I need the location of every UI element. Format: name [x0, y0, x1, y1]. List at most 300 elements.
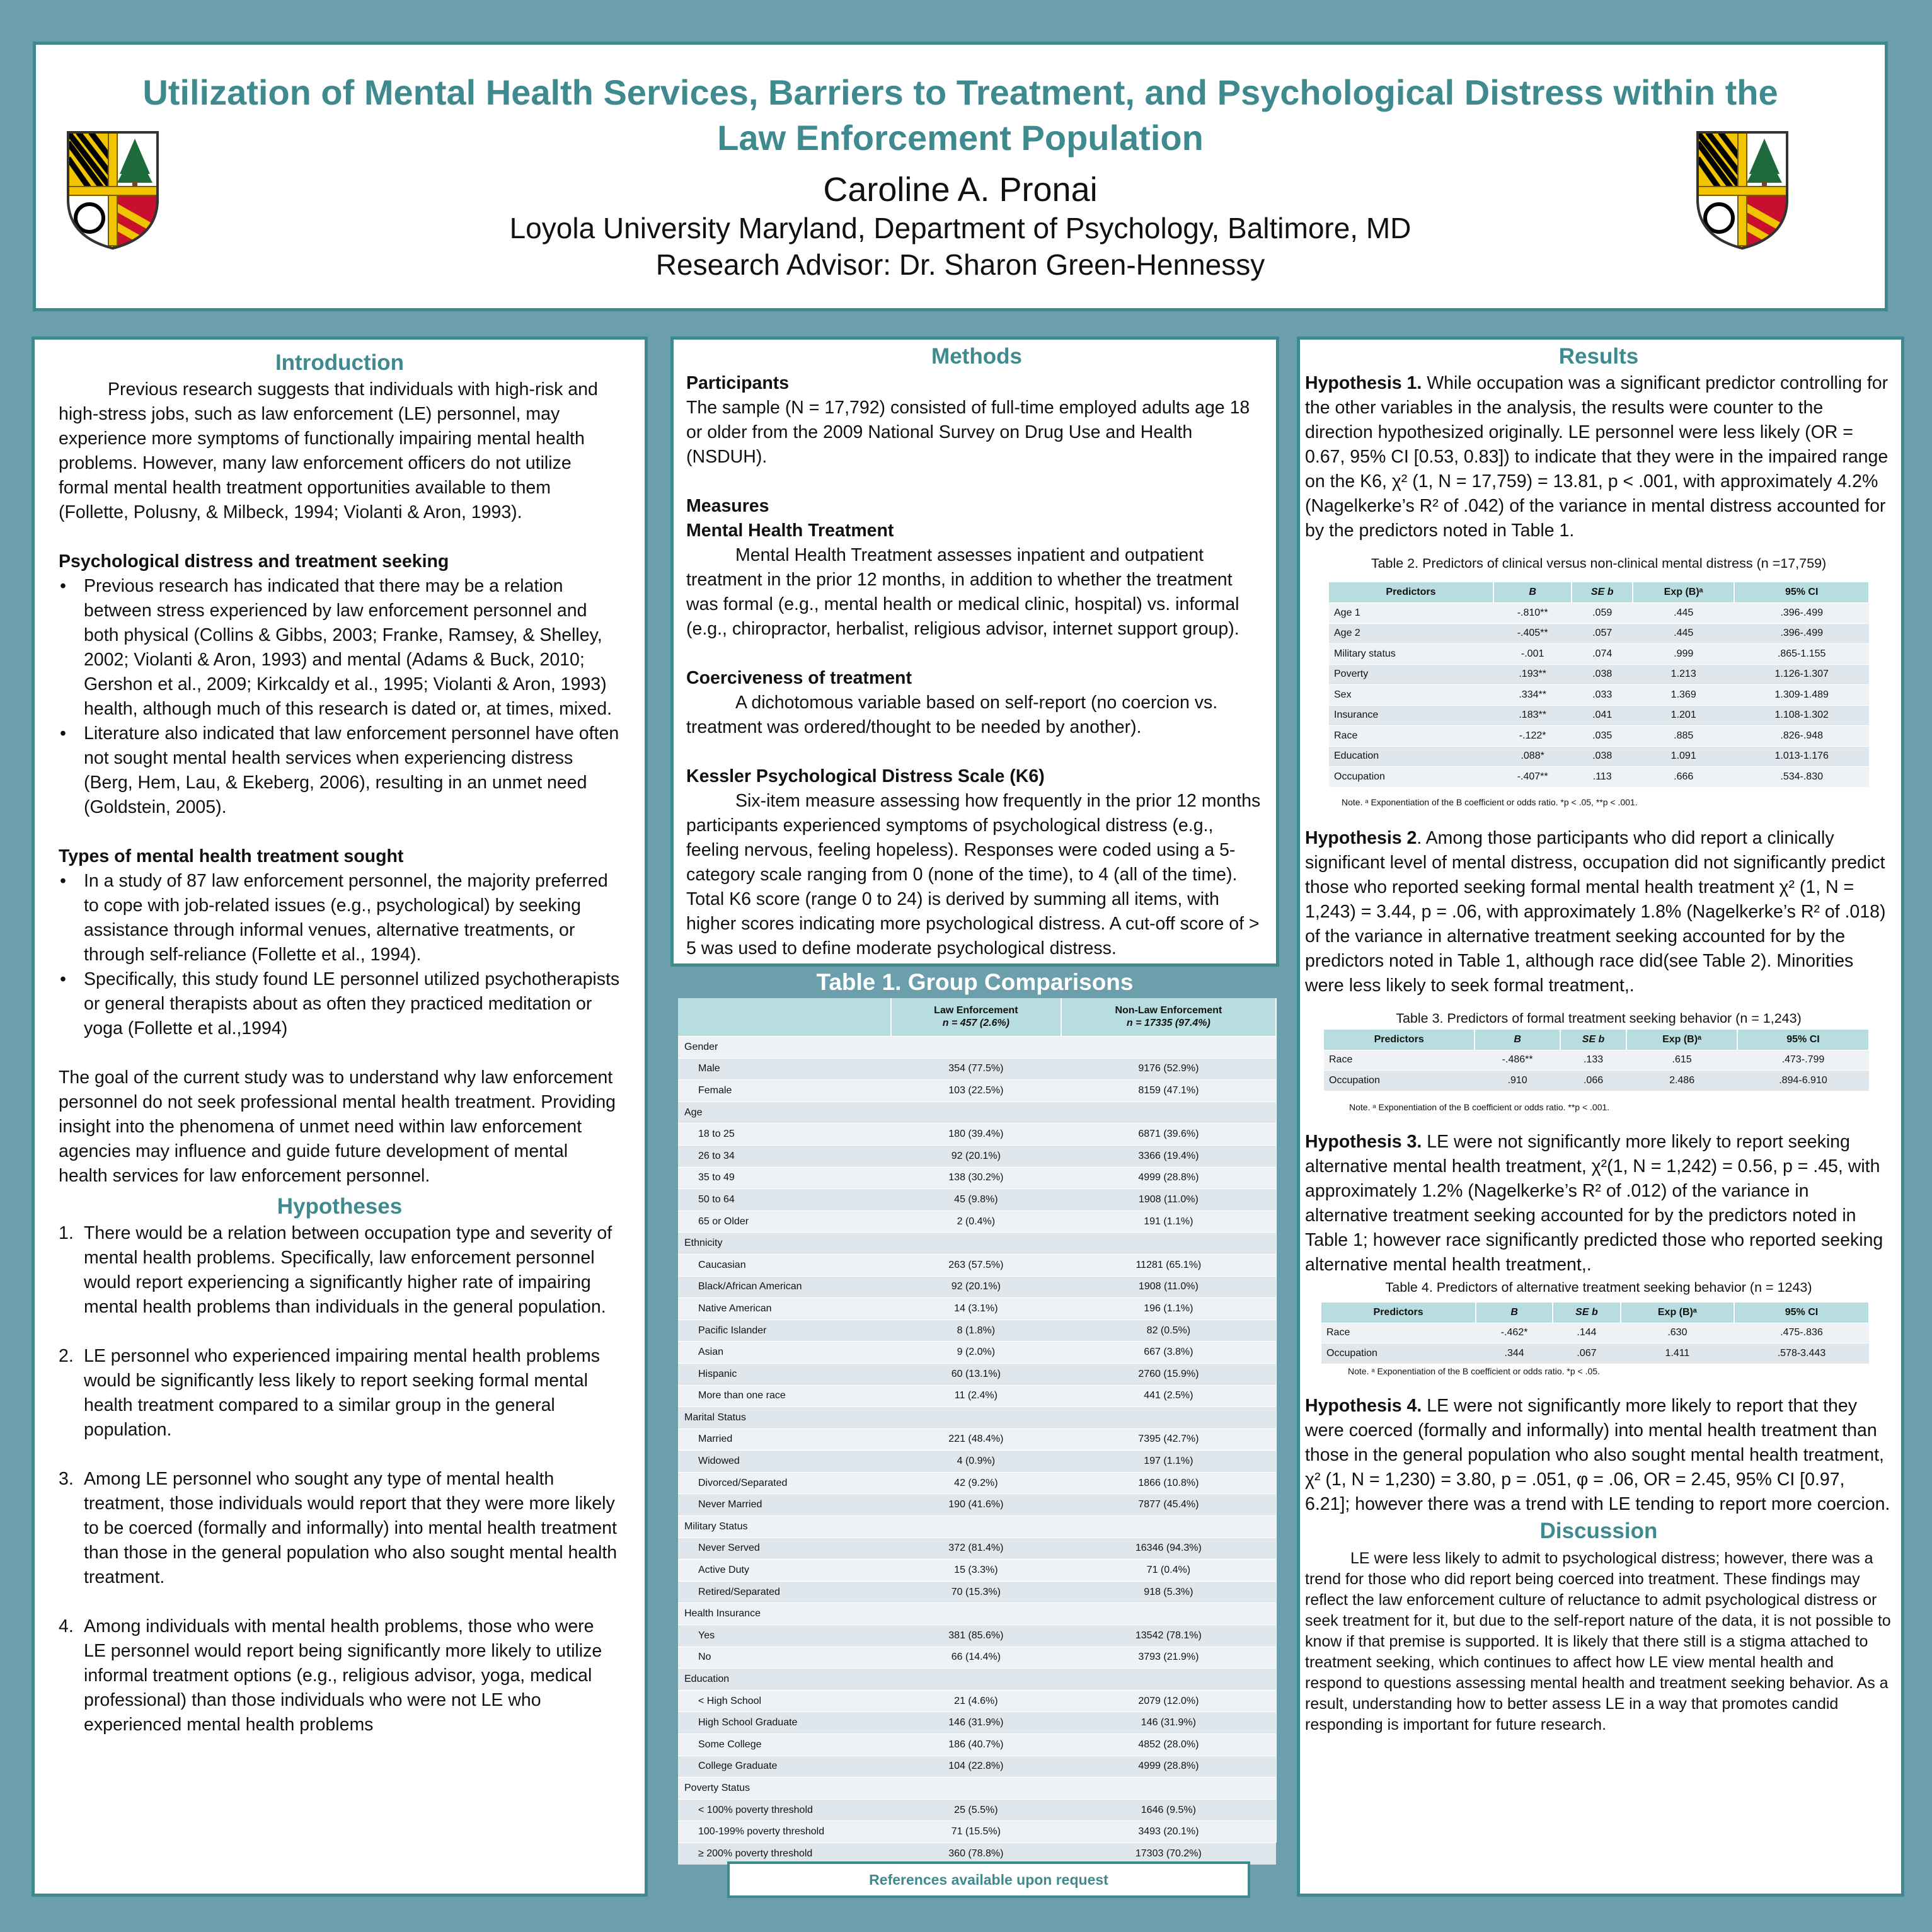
table-cell: 1.108-1.302 — [1734, 705, 1869, 726]
table-cell-le: 42 (9.2%) — [891, 1472, 1061, 1494]
table-cell-nonle — [1061, 1101, 1276, 1124]
table-cell-nonle: 196 (1.1%) — [1061, 1298, 1276, 1320]
table-cell-nonle: 4999 (28.8%) — [1061, 1167, 1276, 1189]
table-cell: .038 — [1572, 664, 1633, 685]
table-cell-nonle — [1061, 1669, 1276, 1691]
table-row — [678, 1516, 1276, 1538]
hypothesis-item — [59, 1467, 621, 1590]
table-cell-le: 146 (31.9%) — [891, 1712, 1061, 1734]
table-cell-nonle: 1646 (9.5%) — [1061, 1799, 1276, 1821]
table-header-cell: B — [1493, 582, 1572, 603]
table-label-cell: 18 to 25 — [678, 1124, 891, 1146]
table-row — [678, 1124, 1276, 1146]
table-row — [1329, 767, 1869, 787]
table-cell-le — [891, 1407, 1061, 1429]
table-row — [678, 1538, 1276, 1560]
table-category-cell: Health Insurance — [678, 1603, 891, 1625]
table-cell: -.405** — [1493, 623, 1572, 644]
table-cell: .473-.799 — [1737, 1050, 1869, 1071]
table-cell-nonle: 918 (5.3%) — [1061, 1581, 1276, 1603]
table-category-cell: Age — [678, 1101, 891, 1124]
table-cell-nonle — [1061, 1603, 1276, 1625]
loyola-crest-logo-right — [1695, 130, 1790, 251]
intro-subheading: Psychological distress and treatment seeking — [59, 551, 449, 572]
table-cell: .038 — [1572, 746, 1633, 767]
table-cell-nonle: 8159 (47.1%) — [1061, 1080, 1276, 1102]
introduction-title: Introduction — [275, 350, 405, 375]
table-label-cell: 100-199% poverty threshold — [678, 1821, 891, 1843]
table-header-cell: Predictors — [1329, 582, 1493, 603]
table-cell-nonle: 7877 (45.4%) — [1061, 1494, 1276, 1516]
table-cell-nonle: 17303 (70.2%) — [1061, 1843, 1276, 1864]
hypothesis-number: 2. — [59, 1346, 74, 1366]
table-cell-le: 70 (15.3%) — [891, 1581, 1061, 1603]
results-title: Results — [1558, 344, 1639, 369]
table-cell: Occupation — [1329, 767, 1493, 787]
table-row — [678, 1233, 1276, 1255]
table-label-cell: Pacific Islander — [678, 1320, 891, 1342]
table-cell-le: 21 (4.6%) — [891, 1690, 1061, 1712]
table-cell-le: 71 (15.5%) — [891, 1821, 1061, 1843]
methods-panel — [670, 336, 1279, 967]
table-label-cell: < 100% poverty threshold — [678, 1799, 891, 1821]
table-row — [678, 1058, 1276, 1080]
hypothesis2-result: Hypothesis 2. Among those participants who did report a clinically significant level of mental distress, occupation did not significantly predict those who reported seeking formal mental health treatment χ² (1, N = 1,243) = 3.44, p = .06, with approximately 1.8% (Nagelkerke’s R² of .018) of the variance in alternative treatment seeking accounted for by the predictors noted in Table 1, although race did(see Table 2). Minorities were less likely to seek formal treatment,. — [1305, 827, 1886, 996]
table1-header-blank — [678, 998, 891, 1037]
table-label-cell: High School Graduate — [678, 1712, 891, 1734]
table-cell: Race — [1324, 1050, 1475, 1071]
table-cell-le: 186 (40.7%) — [891, 1734, 1061, 1756]
table2 — [1329, 582, 1870, 787]
table-header-cell: Predictors — [1321, 1302, 1476, 1323]
table-cell: .578-3.443 — [1734, 1343, 1869, 1364]
table-row — [1329, 746, 1869, 767]
table-cell: 1.126-1.307 — [1734, 664, 1869, 685]
table-row — [678, 1167, 1276, 1189]
table-cell-le: 180 (39.4%) — [891, 1124, 1061, 1146]
methods-subheading: Coerciveness of treatment — [686, 668, 912, 688]
table4-note: Note. ᵃ Exponentiation of the B coefficient or odds ratio. *p < .05. — [1348, 1366, 1600, 1376]
methods-subheading: Kessler Psychological Distress Scale (K6) — [686, 766, 1045, 786]
table2-note: Note. ᵃ Exponentiation of the B coefficient or odds ratio. *p < .05, **p < .001. — [1342, 796, 1638, 807]
table-row — [678, 1603, 1276, 1625]
table-cell-le: 104 (22.8%) — [891, 1756, 1061, 1778]
table-cell: 1.091 — [1633, 746, 1734, 767]
table-header-cell: Predictors — [1324, 1030, 1475, 1050]
table-header-cell: 95% CI — [1737, 1030, 1869, 1050]
table-cell-le — [891, 1101, 1061, 1124]
table-label-cell: Divorced/Separated — [678, 1472, 891, 1494]
table-header-cell: 95% CI — [1734, 582, 1869, 603]
table-cell-nonle: 13542 (78.1%) — [1061, 1625, 1276, 1647]
table-header-cell: Exp (B)ᵃ — [1633, 582, 1734, 603]
title-line-2: Law Enforcement Population — [717, 118, 1204, 158]
table-row — [1329, 664, 1869, 685]
table-cell-le: 190 (41.6%) — [891, 1494, 1061, 1516]
table-cell: .445 — [1633, 603, 1734, 624]
table-row — [1324, 1071, 1869, 1091]
table4 — [1321, 1302, 1870, 1364]
table-cell-le: 15 (3.3%) — [891, 1560, 1061, 1582]
table-row — [1329, 644, 1869, 665]
poster-header — [33, 42, 1888, 311]
advisor: Research Advisor: Dr. Sharon Green-Hennessy — [655, 248, 1265, 281]
table-cell: .396-.499 — [1734, 603, 1869, 624]
table-cell-nonle: 3493 (20.1%) — [1061, 1821, 1276, 1843]
table-row — [678, 1494, 1276, 1516]
table-cell-le: 372 (81.4%) — [891, 1538, 1061, 1560]
table-label-cell: Black/African American — [678, 1276, 891, 1298]
table-cell-nonle: 4999 (28.8%) — [1061, 1756, 1276, 1778]
table-header-cell: Exp (B)ᵃ — [1626, 1030, 1737, 1050]
intro-bullet: • Literature also indicated that law enforcement personnel have often not sought mental health services when experiencing distress (Berg, Hem, Lau, & Ekeberg, 2006), resulting in an unmet need (Goldstein, 2005). — [84, 722, 621, 820]
table-cell-le: 25 (5.5%) — [891, 1799, 1061, 1821]
table-row — [678, 1101, 1276, 1124]
table-row — [678, 1756, 1276, 1778]
table-row — [678, 1037, 1276, 1059]
table-cell: .445 — [1633, 623, 1734, 644]
discussion-text: LE were less likely to admit to psychological distress; however, there was a trend for those who did report being coerced into treatment. These findings may reflect the law enforcement culture of reluctance to admit psychological distress or seek treatment for it, but due to the self-report nature of the data, it is not possible to know if that premise is supported. It is likely that there still is a stigma attached to treatment seeking, which continues to affect how LE view mental health and respond to questions assessing mental health and treatment seeking behavior. As a result, understanding how to better assess LE in a way that promotes candid responding is important for future research. — [1305, 1549, 1891, 1734]
table-cell: .999 — [1633, 644, 1734, 665]
table-cell: .041 — [1572, 705, 1633, 726]
hypothesis-number: 4. — [59, 1616, 74, 1636]
table-label-cell: College Graduate — [678, 1756, 891, 1778]
table-cell: Occupation — [1324, 1071, 1475, 1091]
table-cell: .144 — [1553, 1323, 1621, 1343]
hypothesis-text: Among LE personnel who sought any type of mental health treatment, those individuals would report that they were more likely to be coerced (formally and informally) into mental health treatment than those in the general population who also sought mental health treatment. — [84, 1469, 618, 1587]
table-category-cell: Education — [678, 1669, 891, 1691]
table-cell: .035 — [1572, 726, 1633, 747]
table-cell-nonle: 16346 (94.3%) — [1061, 1538, 1276, 1560]
table-cell: Age 1 — [1329, 603, 1493, 624]
table-cell: Race — [1321, 1323, 1476, 1343]
table-label-cell: 35 to 49 — [678, 1167, 891, 1189]
table-cell-le: 92 (20.1%) — [891, 1145, 1061, 1167]
table-label-cell: < High School — [678, 1690, 891, 1712]
table-row — [678, 1429, 1276, 1451]
table-category-cell: Marital Status — [678, 1407, 891, 1429]
table-cell-nonle: 1866 (10.8%) — [1061, 1472, 1276, 1494]
table-row — [678, 1210, 1276, 1233]
table-label-cell: Caucasian — [678, 1254, 891, 1276]
table-label-cell: No — [678, 1647, 891, 1669]
table-cell: Insurance — [1329, 705, 1493, 726]
table-row — [1329, 685, 1869, 706]
intro-bullet: • Previous research has indicated that there may be a relation between stress experienced by law enforcement personnel and both physical (Collins & Gibbs, 2003; Franke, Ramsey, & Shelley, 2002; Violanti & Aron, 1993) and mental (Adams & Buck, 2010; Gershon et al., 2009; Kirkcaldy et al., 1995; Violanti & Aron, 1993) health, although much of this research is dated or, at times, mixed. — [84, 574, 621, 722]
methods-title: Methods — [931, 344, 1022, 369]
results-panel — [1297, 336, 1904, 1897]
hypotheses-list — [59, 1221, 621, 1737]
introduction-body — [59, 377, 621, 1188]
table-cell: -.122* — [1493, 726, 1572, 747]
table-label-cell: Native American — [678, 1298, 891, 1320]
table1 — [678, 998, 1277, 1859]
table-label-cell: Yes — [678, 1625, 891, 1647]
table-cell-nonle: 3793 (21.9%) — [1061, 1647, 1276, 1669]
table-cell: -.462* — [1476, 1323, 1553, 1343]
hypothesis-item — [59, 1614, 621, 1737]
table-cell-le — [891, 1603, 1061, 1625]
table-row — [678, 1342, 1276, 1364]
table-label-cell: Active Duty — [678, 1560, 891, 1582]
table3-note: Note. ᵃ Exponentiation of the B coefficient or odds ratio. **p < .001. — [1349, 1101, 1610, 1112]
methods-participants: The sample (N = 17,792) consisted of full-time employed adults age 18 or older from the 2009 National Survey on Drug Use and Health (NSDUH). — [686, 398, 1250, 467]
table-cell-nonle — [1061, 1037, 1276, 1059]
hypothesis3-result: Hypothesis 3. LE were not significantly more likely to report seeking alternative mental health treatment, χ²(1, N = 1,242) = 0.56, p = .45, with approximately 1.2% (Nagelkerke’s R² of .012) of the variance in alternative treatment seeking accounted for by the predictors noted in Table 1; however race significantly predicted those who reported seeking alternative mental health treatment,. — [1305, 1131, 1883, 1275]
table-cell: .066 — [1560, 1071, 1626, 1091]
table-label-cell: 26 to 34 — [678, 1145, 891, 1167]
table-cell-nonle: 146 (31.9%) — [1061, 1712, 1276, 1734]
references-note: References available upon request — [727, 1861, 1250, 1898]
table-cell-le: 263 (57.5%) — [891, 1254, 1061, 1276]
hypotheses-title: Hypotheses — [277, 1194, 403, 1219]
table-label-cell: 65 or Older — [678, 1210, 891, 1233]
table4-caption: Table 4. Predictors of alternative treatment seeking behavior (n = 1243) — [1385, 1279, 1812, 1295]
table-cell-nonle: 82 (0.5%) — [1061, 1320, 1276, 1342]
table-cell-le: 138 (30.2%) — [891, 1167, 1061, 1189]
table-cell: 1.201 — [1633, 705, 1734, 726]
table-cell: .067 — [1553, 1343, 1621, 1364]
table-cell: 1.013-1.176 — [1734, 746, 1869, 767]
table-row — [678, 1712, 1276, 1734]
table-header-cell: 95% CI — [1734, 1302, 1869, 1323]
hypothesis-item — [59, 1344, 621, 1442]
table-cell: .630 — [1621, 1323, 1734, 1343]
table-cell: Age 2 — [1329, 623, 1493, 644]
table-row — [678, 1145, 1276, 1167]
table-row — [678, 1647, 1276, 1669]
table-cell: .910 — [1475, 1071, 1560, 1091]
poster-title — [61, 70, 1860, 161]
table-row — [1321, 1323, 1869, 1343]
table-cell-le: 360 (78.8%) — [891, 1843, 1061, 1864]
methods-subheading: Measures — [686, 496, 769, 516]
table-cell: .885 — [1633, 726, 1734, 747]
table-cell-le — [891, 1037, 1061, 1059]
hypothesis-number: 3. — [59, 1469, 74, 1489]
intro-goal-paragraph: The goal of the current study was to understand why law enforcement personnel do not seek professional mental health treatment. Providing insight into the phenomena of unmet need within law enforcement agencies may influence and guide future development of mental health services for law enforcement personnel. — [59, 1067, 616, 1186]
table-row — [678, 1821, 1276, 1843]
intro-bullet: • Specifically, this study found LE personnel utilized psychotherapists or general therapists about as often they practiced meditation or yoga (Follette et al.,1994) — [84, 967, 621, 1041]
table-cell-nonle: 71 (0.4%) — [1061, 1560, 1276, 1582]
table-cell-nonle: 7395 (42.7%) — [1061, 1429, 1276, 1451]
table-label-cell: Hispanic — [678, 1363, 891, 1385]
hypothesis-text: LE personnel who experienced impairing mental health problems would be significantly less likely to report seeking formal mental health treatment compared to a similar group in the general population. — [84, 1346, 601, 1440]
group-comparisons-table — [678, 998, 1277, 1865]
table-label-cell: 50 to 64 — [678, 1189, 891, 1211]
table-cell: -.486** — [1475, 1050, 1560, 1071]
table-cell-le: 4 (0.9%) — [891, 1451, 1061, 1473]
table-label-cell: Asian — [678, 1342, 891, 1364]
table-category-cell: Ethnicity — [678, 1233, 891, 1255]
table-cell-le: 92 (20.1%) — [891, 1276, 1061, 1298]
table-cell-nonle — [1061, 1233, 1276, 1255]
table-cell-le: 221 (48.4%) — [891, 1429, 1061, 1451]
methods-subheading: Participants — [686, 373, 790, 393]
table3 — [1324, 1030, 1870, 1091]
results-body — [1305, 1394, 1892, 1517]
table-cell-le: 8 (1.8%) — [891, 1320, 1061, 1342]
hypothesis1-result: Hypothesis 1. While occupation was a significant predictor controlling for the other variables in the analysis, the results were counter to the direction hypothesized originally. LE personnel were less likely (OR = 0.67, 95% CI [0.53, 0.83]) to indicate that they were in the impaired range on the K6, χ² (1, N = 17,759) = 13.81, p < .001, with approximately 4.2% (Nagelkerke’s R² of .042) of the variance in mental distress accounted for by the predictors noted in Table 1. — [1305, 373, 1889, 541]
table-cell-le: 9 (2.0%) — [891, 1342, 1061, 1364]
table-cell: .113 — [1572, 767, 1633, 787]
table-cell-nonle: 3366 (19.4%) — [1061, 1145, 1276, 1167]
table-row — [678, 1298, 1276, 1320]
table-row — [678, 1080, 1276, 1102]
table-label-cell: Some College — [678, 1734, 891, 1756]
table-cell: -.407** — [1493, 767, 1572, 787]
table-row — [1329, 705, 1869, 726]
author: Caroline A. Pronai — [823, 171, 1098, 209]
methods-coercion: A dichotomous variable based on self-report (no coercion vs. treatment was ordered/thought to be needed by another). — [686, 693, 1218, 737]
table-cell-le: 11 (2.4%) — [891, 1385, 1061, 1407]
table-cell: 1.309-1.489 — [1734, 685, 1869, 706]
table-cell-nonle: 1908 (11.0%) — [1061, 1189, 1276, 1211]
table-cell: .344 — [1476, 1343, 1553, 1364]
table-cell: .088* — [1493, 746, 1572, 767]
table-row — [1329, 603, 1869, 624]
results-body — [1305, 371, 1892, 543]
table-label-cell: Male — [678, 1058, 891, 1080]
table-row — [678, 1799, 1276, 1821]
table-cell: -.001 — [1493, 644, 1572, 665]
table2-caption: Table 2. Predictors of clinical versus non-clinical mental distress (n =17,759) — [1371, 556, 1827, 571]
table-label-cell: Never Served — [678, 1538, 891, 1560]
intro-bullet: • In a study of 87 law enforcement personnel, the majority preferred to cope with job-related issues (e.g., psychological) by seeking assistance through informal venues, alternative treatments, or through self-reliance (Follette et al., 1994). — [84, 869, 621, 967]
table-cell-nonle: 11281 (65.1%) — [1061, 1254, 1276, 1276]
table-row — [678, 1385, 1276, 1407]
methods-subheading: Mental Health Treatment — [686, 520, 894, 541]
table-cell: 1.411 — [1621, 1343, 1734, 1364]
table-row — [678, 1472, 1276, 1494]
table-row — [1321, 1343, 1869, 1364]
intro-paragraph: Previous research suggests that individuals with high-risk and high-stress jobs, such as law enforcement (LE) personnel, may experience more symptoms of functionally impairing mental health problems. However, many law enforcement officers do not utilize formal mental health treatment opportunities available to them (Follette, Polusny, & Milbeck, 1994; Violanti & Aron, 1993). — [59, 379, 598, 522]
table-label-cell: Married — [678, 1429, 891, 1451]
table-cell-nonle: 2079 (12.0%) — [1061, 1690, 1276, 1712]
loyola-crest-logo — [66, 130, 160, 251]
table-row — [678, 1734, 1276, 1756]
table-cell-le: 14 (3.1%) — [891, 1298, 1061, 1320]
table-cell-nonle — [1061, 1778, 1276, 1800]
table-cell-le — [891, 1233, 1061, 1255]
table-row — [678, 1451, 1276, 1473]
table-cell-nonle: 9176 (52.9%) — [1061, 1058, 1276, 1080]
table-label-cell: Never Married — [678, 1494, 891, 1516]
table-cell: Occupation — [1321, 1343, 1476, 1364]
table-row — [678, 1407, 1276, 1429]
table-cell-nonle: 4852 (28.0%) — [1061, 1734, 1276, 1756]
table-cell-nonle: 441 (2.5%) — [1061, 1385, 1276, 1407]
table-cell: Race — [1329, 726, 1493, 747]
table-cell-nonle: 667 (3.8%) — [1061, 1342, 1276, 1364]
table-cell-le: 103 (22.5%) — [891, 1080, 1061, 1102]
table-cell: .033 — [1572, 685, 1633, 706]
table-row — [678, 1581, 1276, 1603]
methods-body — [686, 371, 1267, 962]
affiliation: Loyola University Maryland, Department of Psychology, Baltimore, MD — [509, 212, 1412, 244]
methods-mht: Mental Health Treatment assesses inpatient and outpatient treatment in the prior 12 months, in addition to whether the treatment was formal (e.g., mental health or medical clinic, hospital) vs. informal (e.g., chiropractor, herbalist, religious advisor, internet support group). — [686, 545, 1239, 639]
table-cell-le: 2 (0.4%) — [891, 1210, 1061, 1233]
intro-subheading: Types of mental health treatment sought — [59, 846, 404, 866]
table-cell-le — [891, 1778, 1061, 1800]
table-cell: .074 — [1572, 644, 1633, 665]
intro-bullets — [59, 574, 621, 820]
hypothesis-text: Among individuals with mental health problems, those who were LE personnel would report being significantly more likely to utilize informal treatment options (e.g., religious advisor, yoga, medical professional) than those individuals who were not LE who experienced mental health problems — [84, 1616, 602, 1735]
table-row — [1324, 1050, 1869, 1071]
table-cell-nonle — [1061, 1516, 1276, 1538]
table-row — [678, 1669, 1276, 1691]
title-line-1: Utilization of Mental Health Services, Barriers to Treatment, and Psychological Distress within the — [142, 72, 1778, 112]
table-row — [1329, 726, 1869, 747]
hypothesis-number: 1. — [59, 1223, 74, 1243]
table-row — [678, 1320, 1276, 1342]
table-cell: Poverty — [1329, 664, 1493, 685]
table-cell: .396-.499 — [1734, 623, 1869, 644]
table-cell: .865-1.155 — [1734, 644, 1869, 665]
table-cell: .059 — [1572, 603, 1633, 624]
table-cell: .534-.830 — [1734, 767, 1869, 787]
table-cell: Education — [1329, 746, 1493, 767]
table-label-cell: More than one race — [678, 1385, 891, 1407]
table-cell-le — [891, 1669, 1061, 1691]
hypothesis-text: There would be a relation between occupation type and severity of mental health problems. Specifically, law enforcement personnel would report experiencing a significantly higher rate of impairing mental health problems than individuals in the general population. — [84, 1223, 612, 1317]
table-cell: 2.486 — [1626, 1071, 1737, 1091]
table-cell: .334** — [1493, 685, 1572, 706]
table-cell-le: 354 (77.5%) — [891, 1058, 1061, 1080]
hypothesis-item — [59, 1221, 621, 1320]
table-cell: .826-.948 — [1734, 726, 1869, 747]
table-cell-nonle: 1908 (11.0%) — [1061, 1276, 1276, 1298]
table-cell-le: 381 (85.6%) — [891, 1625, 1061, 1647]
table-cell: Sex — [1329, 685, 1493, 706]
table-row — [678, 1690, 1276, 1712]
table-cell: .193** — [1493, 664, 1572, 685]
methods-k6: Six-item measure assessing how frequently in the prior 12 months participants experienced symptoms of psychological distress (e.g., feeling nervous, feeling hopeless). Responses were coded using a 5-category scale ranging from 0 (none of the time), to 4 (all of the time). Total K6 score (range 0 to 24) is derived by summing all items, with higher scores indicating more psychological distress. A cut-off score of > 5 was used to define moderate psychological distress. — [686, 791, 1261, 958]
table-label-cell: Female — [678, 1080, 891, 1102]
table-header-cell: B — [1476, 1302, 1553, 1323]
introduction-panel — [32, 336, 648, 1897]
table-cell-nonle — [1061, 1407, 1276, 1429]
table-cell: .133 — [1560, 1050, 1626, 1071]
table-cell: .666 — [1633, 767, 1734, 787]
table-header-cell: B — [1475, 1030, 1560, 1050]
table-cell: .894-6.910 — [1737, 1071, 1869, 1091]
table-cell-nonle: 6871 (39.6%) — [1061, 1124, 1276, 1146]
table-cell: .615 — [1626, 1050, 1737, 1071]
table-cell: 1.213 — [1633, 664, 1734, 685]
table-header-cell: SE b — [1572, 582, 1633, 603]
table-cell-le: 45 (9.8%) — [891, 1189, 1061, 1211]
results-body — [1305, 826, 1892, 998]
table-cell-le: 60 (13.1%) — [891, 1363, 1061, 1385]
table-category-cell: Gender — [678, 1037, 891, 1059]
intro-bullets — [59, 869, 621, 1041]
table1-header-nonle: Non-Law Enforcement n = 17335 (97.4%) — [1061, 998, 1276, 1037]
table-cell: .057 — [1572, 623, 1633, 644]
table-row — [678, 1363, 1276, 1385]
discussion-title: Discussion — [1539, 1518, 1658, 1543]
table-cell-le — [891, 1516, 1061, 1538]
results-body — [1305, 1130, 1892, 1277]
table-row — [678, 1778, 1276, 1800]
table-category-cell: Military Status — [678, 1516, 891, 1538]
table-cell: Military status — [1329, 644, 1493, 665]
table-cell-nonle: 197 (1.1%) — [1061, 1451, 1276, 1473]
table1-header-le: Law Enforcement n = 457 (2.6%) — [891, 998, 1061, 1037]
table-row — [678, 1189, 1276, 1211]
table-row — [678, 1560, 1276, 1582]
table-cell-le: 66 (14.4%) — [891, 1647, 1061, 1669]
